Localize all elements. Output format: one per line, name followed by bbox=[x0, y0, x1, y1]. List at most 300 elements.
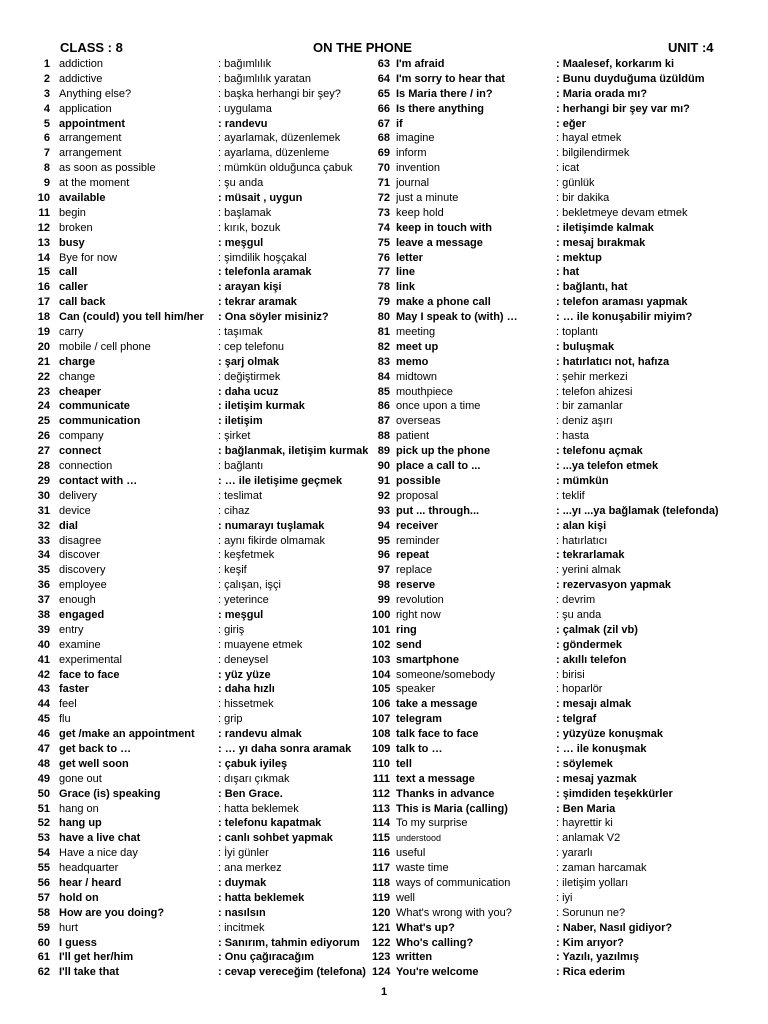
english-term: replace bbox=[396, 564, 433, 577]
entry-number: 91 bbox=[377, 474, 390, 487]
turkish-translation: : hayal etmek bbox=[556, 132, 622, 145]
english-term: letter bbox=[396, 251, 423, 264]
english-term: face to face bbox=[59, 668, 120, 681]
entry-number: 56 bbox=[37, 876, 50, 889]
turkish-translation: : incitmek bbox=[218, 921, 265, 934]
english-term: enough bbox=[59, 594, 96, 607]
english-term: overseas bbox=[396, 415, 441, 428]
turkish-translation: : bir dakika bbox=[556, 192, 610, 205]
vocab-row bbox=[0, 742, 370, 757]
turkish-translation: : ...yı ...ya bağlamak (telefonda) bbox=[556, 504, 719, 517]
entry-number: 83 bbox=[377, 355, 390, 368]
entry-number: 93 bbox=[377, 504, 390, 517]
english-term: hang up bbox=[59, 817, 102, 830]
english-term: as soon as possible bbox=[59, 162, 156, 175]
vocab-row bbox=[372, 638, 768, 653]
turkish-translation: : eğer bbox=[556, 117, 586, 130]
turkish-translation: : muayene etmek bbox=[218, 638, 303, 651]
vocabulary-column-left bbox=[0, 57, 370, 980]
entry-number: 88 bbox=[377, 430, 390, 443]
turkish-translation: : hoparlör bbox=[556, 683, 603, 696]
entry-number: 69 bbox=[377, 147, 390, 160]
turkish-translation: : cep telefonu bbox=[218, 340, 285, 353]
turkish-translation: : yararlı bbox=[556, 847, 593, 860]
turkish-translation: : uygulama bbox=[218, 102, 272, 115]
entry-number: 121 bbox=[372, 921, 391, 934]
entry-number: 33 bbox=[37, 534, 50, 547]
turkish-translation: : hatta beklemek bbox=[218, 802, 299, 815]
vocab-row bbox=[372, 831, 768, 846]
entry-number: 113 bbox=[372, 802, 390, 815]
entry-number: 54 bbox=[37, 847, 50, 860]
entry-number: 120 bbox=[372, 906, 391, 919]
vocab-row bbox=[372, 385, 768, 400]
entry-number: 9 bbox=[43, 177, 50, 190]
entry-number: 38 bbox=[37, 608, 50, 621]
english-term: appointment bbox=[59, 117, 125, 130]
entry-number: 44 bbox=[37, 698, 50, 711]
turkish-translation: : anlamak V2 bbox=[556, 832, 621, 845]
turkish-translation: : Maria orada mı? bbox=[556, 87, 648, 100]
english-term: right now bbox=[396, 608, 441, 621]
english-term: employee bbox=[59, 579, 107, 592]
entry-number: 45 bbox=[37, 713, 50, 726]
turkish-translation: : iletişim yolları bbox=[556, 876, 629, 889]
english-term: communication bbox=[59, 415, 141, 428]
vocab-row bbox=[0, 787, 370, 802]
entry-number: 124 bbox=[372, 966, 391, 979]
turkish-translation: : randevu bbox=[218, 117, 268, 130]
turkish-translation: : telefonla aramak bbox=[218, 266, 312, 279]
vocab-row bbox=[0, 936, 370, 951]
entry-number: 63 bbox=[377, 58, 390, 70]
vocab-row bbox=[372, 906, 768, 921]
english-term: This is Maria (calling) bbox=[396, 802, 508, 815]
entry-number: 17 bbox=[37, 296, 50, 309]
english-term: What's wrong with you? bbox=[396, 906, 512, 919]
entry-number: 101 bbox=[372, 623, 391, 636]
english-term: proposal bbox=[396, 489, 439, 502]
entry-number: 58 bbox=[37, 906, 50, 919]
entry-number: 116 bbox=[372, 847, 390, 860]
entry-number: 47 bbox=[37, 742, 50, 755]
vocab-row bbox=[0, 280, 370, 295]
english-term: examine bbox=[59, 638, 101, 651]
vocab-row bbox=[0, 965, 370, 980]
turkish-translation: : keşfetmek bbox=[218, 549, 275, 562]
entry-number: 13 bbox=[37, 236, 50, 249]
english-term: once upon a time bbox=[396, 400, 481, 413]
entry-number: 37 bbox=[37, 594, 50, 607]
vocab-row bbox=[372, 519, 768, 534]
turkish-translation: : rezervasyon yapmak bbox=[556, 579, 671, 592]
turkish-translation: : deniz aşırı bbox=[556, 415, 613, 428]
vocab-row bbox=[372, 668, 768, 683]
vocab-row bbox=[372, 295, 768, 310]
entry-number: 85 bbox=[377, 385, 390, 398]
turkish-translation: : deneysel bbox=[218, 653, 269, 666]
turkish-translation: : yüzyüze konuşmak bbox=[556, 728, 663, 741]
english-term: Have a nice day bbox=[59, 847, 138, 860]
english-term: take a message bbox=[396, 698, 478, 711]
entry-number: 22 bbox=[37, 370, 50, 383]
entry-number: 76 bbox=[377, 251, 390, 264]
entry-number: 4 bbox=[43, 102, 50, 115]
entry-number: 8 bbox=[43, 162, 50, 175]
turkish-translation: : ayarlama, düzenleme bbox=[218, 147, 330, 160]
turkish-translation: : giriş bbox=[218, 623, 245, 636]
turkish-translation: : tekrarlamak bbox=[556, 549, 625, 562]
entry-number: 80 bbox=[377, 311, 390, 324]
english-term: faster bbox=[59, 683, 89, 696]
english-term: charge bbox=[59, 355, 96, 368]
vocab-row bbox=[372, 876, 768, 891]
vocab-row bbox=[372, 102, 768, 117]
english-term: well bbox=[396, 891, 415, 904]
turkish-translation: : şimdilik hoşçakal bbox=[218, 251, 307, 264]
vocab-row bbox=[372, 593, 768, 608]
vocab-row bbox=[372, 370, 768, 385]
vocab-row bbox=[0, 906, 370, 921]
english-term: busy bbox=[59, 236, 85, 249]
entry-number: 15 bbox=[37, 266, 50, 279]
turkish-translation: : göndermek bbox=[556, 638, 623, 651]
entry-number: 100 bbox=[372, 608, 391, 621]
entry-number: 62 bbox=[37, 966, 50, 979]
vocab-row bbox=[372, 846, 768, 861]
english-term: telegram bbox=[396, 713, 442, 726]
turkish-translation: : akıllı telefon bbox=[556, 653, 627, 666]
vocab-row bbox=[0, 519, 370, 534]
english-term: Anything else? bbox=[59, 87, 132, 100]
english-term: keep hold bbox=[396, 206, 444, 219]
english-term: gone out bbox=[59, 772, 102, 785]
entry-number: 40 bbox=[37, 638, 50, 651]
vocab-row bbox=[372, 265, 768, 280]
vocab-row bbox=[372, 72, 768, 87]
vocab-row bbox=[0, 534, 370, 549]
vocab-row bbox=[0, 370, 370, 385]
english-term: addiction bbox=[59, 58, 104, 70]
vocab-row bbox=[0, 72, 370, 87]
vocab-row bbox=[372, 653, 768, 668]
turkish-translation: : değiştirmek bbox=[218, 370, 281, 383]
english-term: just a minute bbox=[396, 192, 459, 205]
english-term: Can (could) you tell him/her bbox=[59, 311, 204, 324]
turkish-translation: : teslimat bbox=[218, 489, 263, 502]
english-term: waste time bbox=[396, 862, 449, 875]
entry-number: 89 bbox=[377, 445, 390, 458]
english-term: Thanks in advance bbox=[396, 787, 495, 800]
entry-number: 86 bbox=[377, 400, 390, 413]
entry-number: 70 bbox=[377, 162, 390, 175]
entry-number: 59 bbox=[37, 921, 50, 934]
turkish-translation: : devrim bbox=[556, 594, 596, 607]
english-term: I'm sorry to hear that bbox=[396, 72, 505, 85]
class-label: CLASS : 8 bbox=[60, 40, 123, 55]
english-term: engaged bbox=[59, 608, 105, 621]
english-term: addictive bbox=[59, 72, 103, 85]
turkish-translation: : yeterince bbox=[218, 594, 269, 607]
english-term: ways of communication bbox=[396, 876, 511, 889]
english-term: call bbox=[59, 266, 78, 279]
english-term: flu bbox=[59, 713, 71, 726]
english-term: dial bbox=[59, 519, 78, 532]
entry-number: 106 bbox=[372, 698, 391, 711]
turkish-translation: : Bunu duyduğuma üzüldüm bbox=[556, 72, 705, 85]
turkish-translation: : … ile konuşabilir miyim? bbox=[556, 311, 693, 324]
page-title: ON THE PHONE bbox=[313, 40, 412, 55]
turkish-translation: : mektup bbox=[556, 251, 602, 264]
entry-number: 105 bbox=[372, 683, 391, 696]
english-term: I'll get her/him bbox=[59, 951, 134, 964]
entry-number: 1 bbox=[43, 58, 50, 70]
vocab-row bbox=[0, 385, 370, 400]
vocab-row bbox=[372, 787, 768, 802]
english-term: application bbox=[59, 102, 112, 115]
turkish-translation: : şimdiden teşekkürler bbox=[556, 787, 673, 800]
english-term: meet up bbox=[396, 340, 439, 353]
english-term: pick up the phone bbox=[396, 445, 491, 458]
english-term: You're welcome bbox=[396, 966, 479, 979]
english-term: contact with … bbox=[59, 474, 138, 487]
entry-number: 60 bbox=[37, 936, 50, 949]
english-term: mobile / cell phone bbox=[59, 340, 151, 353]
vocab-row bbox=[372, 325, 768, 340]
vocab-row bbox=[372, 414, 768, 429]
english-term: text a message bbox=[396, 772, 475, 785]
vocab-row bbox=[372, 802, 768, 817]
english-term: change bbox=[59, 370, 96, 383]
entry-number: 115 bbox=[372, 832, 390, 845]
entry-number: 67 bbox=[377, 117, 390, 130]
turkish-translation: : buluşmak bbox=[556, 340, 615, 353]
english-term: Is Maria there / in? bbox=[396, 87, 493, 100]
vocab-row bbox=[372, 131, 768, 146]
english-term: company bbox=[59, 430, 104, 443]
turkish-translation: : hissetmek bbox=[218, 698, 274, 711]
entry-number: 24 bbox=[37, 400, 50, 413]
entry-number: 107 bbox=[372, 713, 391, 726]
turkish-translation: : bilgilendirmek bbox=[556, 147, 630, 160]
entry-number: 96 bbox=[377, 549, 390, 562]
turkish-translation: : arayan kişi bbox=[218, 281, 282, 294]
entry-number: 95 bbox=[377, 534, 390, 547]
entry-number: 117 bbox=[372, 862, 390, 875]
vocab-row bbox=[0, 87, 370, 102]
vocab-row bbox=[0, 563, 370, 578]
english-term: I guess bbox=[59, 936, 97, 949]
turkish-translation: : şirket bbox=[218, 430, 251, 443]
vocab-row bbox=[0, 459, 370, 474]
entry-number: 43 bbox=[37, 683, 50, 696]
english-term: patient bbox=[396, 430, 430, 443]
english-term: at the moment bbox=[59, 177, 130, 190]
vocab-row bbox=[0, 161, 370, 176]
turkish-translation: : bağlantı bbox=[218, 460, 264, 473]
vocab-row bbox=[372, 221, 768, 236]
turkish-translation: : çalmak (zil vb) bbox=[556, 623, 638, 636]
unit-label: UNIT :4 bbox=[668, 40, 714, 55]
english-term: imagine bbox=[396, 132, 435, 145]
entry-number: 20 bbox=[37, 340, 50, 353]
turkish-translation: : daha ucuz bbox=[218, 385, 279, 398]
english-term: connection bbox=[59, 460, 113, 473]
turkish-translation: : zaman harcamak bbox=[556, 862, 647, 875]
english-term: midtown bbox=[396, 370, 437, 383]
vocab-row bbox=[372, 965, 768, 980]
entry-number: 111 bbox=[372, 772, 390, 785]
vocab-row bbox=[0, 489, 370, 504]
english-term: link bbox=[396, 281, 415, 294]
entry-number: 16 bbox=[37, 281, 50, 294]
entry-number: 26 bbox=[37, 430, 50, 443]
turkish-translation: : cihaz bbox=[218, 504, 250, 517]
turkish-translation: : şehir merkezi bbox=[556, 370, 628, 383]
english-term: arrangement bbox=[59, 147, 122, 160]
english-term: get back to … bbox=[59, 742, 132, 755]
entry-number: 39 bbox=[37, 623, 50, 636]
vocab-row bbox=[0, 429, 370, 444]
english-term: put ... through... bbox=[396, 504, 480, 517]
english-term: How are you doing? bbox=[59, 906, 165, 919]
english-term: inform bbox=[396, 147, 427, 160]
vocab-row bbox=[0, 593, 370, 608]
entry-number: 123 bbox=[372, 951, 391, 964]
entry-number: 57 bbox=[37, 891, 50, 904]
english-term: headquarter bbox=[59, 862, 119, 875]
english-term: disagree bbox=[59, 534, 102, 547]
vocab-row bbox=[372, 161, 768, 176]
turkish-translation: : nasılsın bbox=[218, 906, 266, 919]
vocab-row bbox=[372, 816, 768, 831]
english-term: I'm afraid bbox=[396, 58, 445, 70]
turkish-translation: : mesaj yazmak bbox=[556, 772, 637, 785]
vocab-row bbox=[0, 727, 370, 742]
turkish-translation: : şu anda bbox=[556, 608, 602, 621]
english-term: talk face to face bbox=[396, 728, 479, 741]
turkish-translation: : birisi bbox=[556, 668, 585, 681]
turkish-translation: : hat bbox=[556, 266, 580, 279]
turkish-translation: : toplantı bbox=[556, 326, 599, 339]
vocab-row bbox=[372, 697, 768, 712]
turkish-translation: : herhangi bir şey var mı? bbox=[556, 102, 690, 115]
turkish-translation: : İyi günler bbox=[218, 847, 269, 860]
vocab-row bbox=[0, 682, 370, 697]
turkish-translation: : keşif bbox=[218, 564, 247, 577]
entry-number: 90 bbox=[377, 460, 390, 473]
english-term: arrangement bbox=[59, 132, 122, 145]
entry-number: 41 bbox=[37, 653, 50, 666]
english-term: hurt bbox=[59, 921, 78, 934]
turkish-translation: : müsait , uygun bbox=[218, 192, 303, 205]
turkish-translation: : duymak bbox=[218, 876, 267, 889]
english-term: useful bbox=[396, 847, 426, 860]
vocab-row bbox=[372, 474, 768, 489]
vocab-row bbox=[372, 429, 768, 444]
entry-number: 12 bbox=[37, 221, 50, 234]
english-term: keep in touch with bbox=[396, 221, 492, 234]
turkish-translation: : hasta bbox=[556, 430, 590, 443]
vocab-row bbox=[0, 608, 370, 623]
entry-number: 32 bbox=[37, 519, 50, 532]
entry-number: 73 bbox=[377, 206, 390, 219]
english-term: broken bbox=[59, 221, 93, 234]
english-term: get well soon bbox=[59, 757, 129, 770]
entry-number: 77 bbox=[377, 266, 390, 279]
vocab-row bbox=[0, 668, 370, 683]
vocab-row bbox=[372, 444, 768, 459]
english-term: Grace (is) speaking bbox=[59, 787, 161, 800]
turkish-translation: : şu anda bbox=[218, 177, 264, 190]
entry-number: 84 bbox=[377, 370, 390, 383]
turkish-translation: : mümkün bbox=[556, 474, 609, 487]
turkish-translation: : başka herhangi bir şey? bbox=[218, 87, 341, 100]
vocab-row bbox=[0, 474, 370, 489]
turkish-translation: : Ben Maria bbox=[556, 802, 616, 815]
vocab-row bbox=[372, 563, 768, 578]
vocab-row bbox=[372, 936, 768, 951]
english-term: available bbox=[59, 192, 106, 205]
entry-number: 78 bbox=[377, 281, 390, 294]
turkish-translation: : mesaj bırakmak bbox=[556, 236, 646, 249]
english-term: if bbox=[396, 117, 403, 130]
entry-number: 35 bbox=[37, 564, 50, 577]
entry-number: 18 bbox=[37, 311, 50, 324]
entry-number: 61 bbox=[37, 951, 50, 964]
turkish-translation: : cevap vereceğim (telefona) bbox=[218, 966, 366, 979]
entry-number: 31 bbox=[37, 504, 50, 517]
english-term: written bbox=[396, 951, 433, 964]
turkish-translation: : telefon araması yapmak bbox=[556, 296, 688, 309]
vocab-row bbox=[372, 712, 768, 727]
entry-number: 6 bbox=[43, 132, 50, 145]
english-term: carry bbox=[59, 326, 84, 339]
vocab-row bbox=[0, 921, 370, 936]
english-term: discovery bbox=[59, 564, 106, 577]
vocab-row bbox=[0, 251, 370, 266]
turkish-translation: : başlamak bbox=[218, 206, 272, 219]
english-term: hear / heard bbox=[59, 876, 122, 889]
vocab-row bbox=[372, 861, 768, 876]
english-term: hang on bbox=[59, 802, 99, 815]
english-term: entry bbox=[59, 623, 84, 636]
entry-number: 30 bbox=[37, 489, 50, 502]
turkish-translation: : hatırlatıcı bbox=[556, 534, 608, 547]
vocab-row bbox=[372, 772, 768, 787]
entry-number: 82 bbox=[377, 340, 390, 353]
entry-number: 109 bbox=[372, 742, 391, 755]
entry-number: 92 bbox=[377, 489, 390, 502]
turkish-translation: : numarayı tuşlamak bbox=[218, 519, 325, 532]
english-term: hold on bbox=[59, 891, 99, 904]
vocab-row bbox=[0, 772, 370, 787]
vocab-row bbox=[372, 191, 768, 206]
vocab-row bbox=[372, 355, 768, 370]
entry-number: 10 bbox=[37, 192, 50, 205]
turkish-translation: : Naber, Nasıl gidiyor? bbox=[556, 921, 673, 934]
entry-number: 118 bbox=[372, 876, 390, 889]
vocab-row bbox=[0, 950, 370, 965]
turkish-translation: : dışarı çıkmak bbox=[218, 772, 290, 785]
english-term: send bbox=[396, 638, 422, 651]
entry-number: 21 bbox=[37, 355, 50, 368]
vocab-row bbox=[0, 757, 370, 772]
turkish-translation: : canlı sohbet yapmak bbox=[218, 832, 333, 845]
turkish-translation: : telefonu açmak bbox=[556, 445, 643, 458]
entry-number: 94 bbox=[377, 519, 390, 532]
entry-number: 68 bbox=[377, 132, 390, 145]
